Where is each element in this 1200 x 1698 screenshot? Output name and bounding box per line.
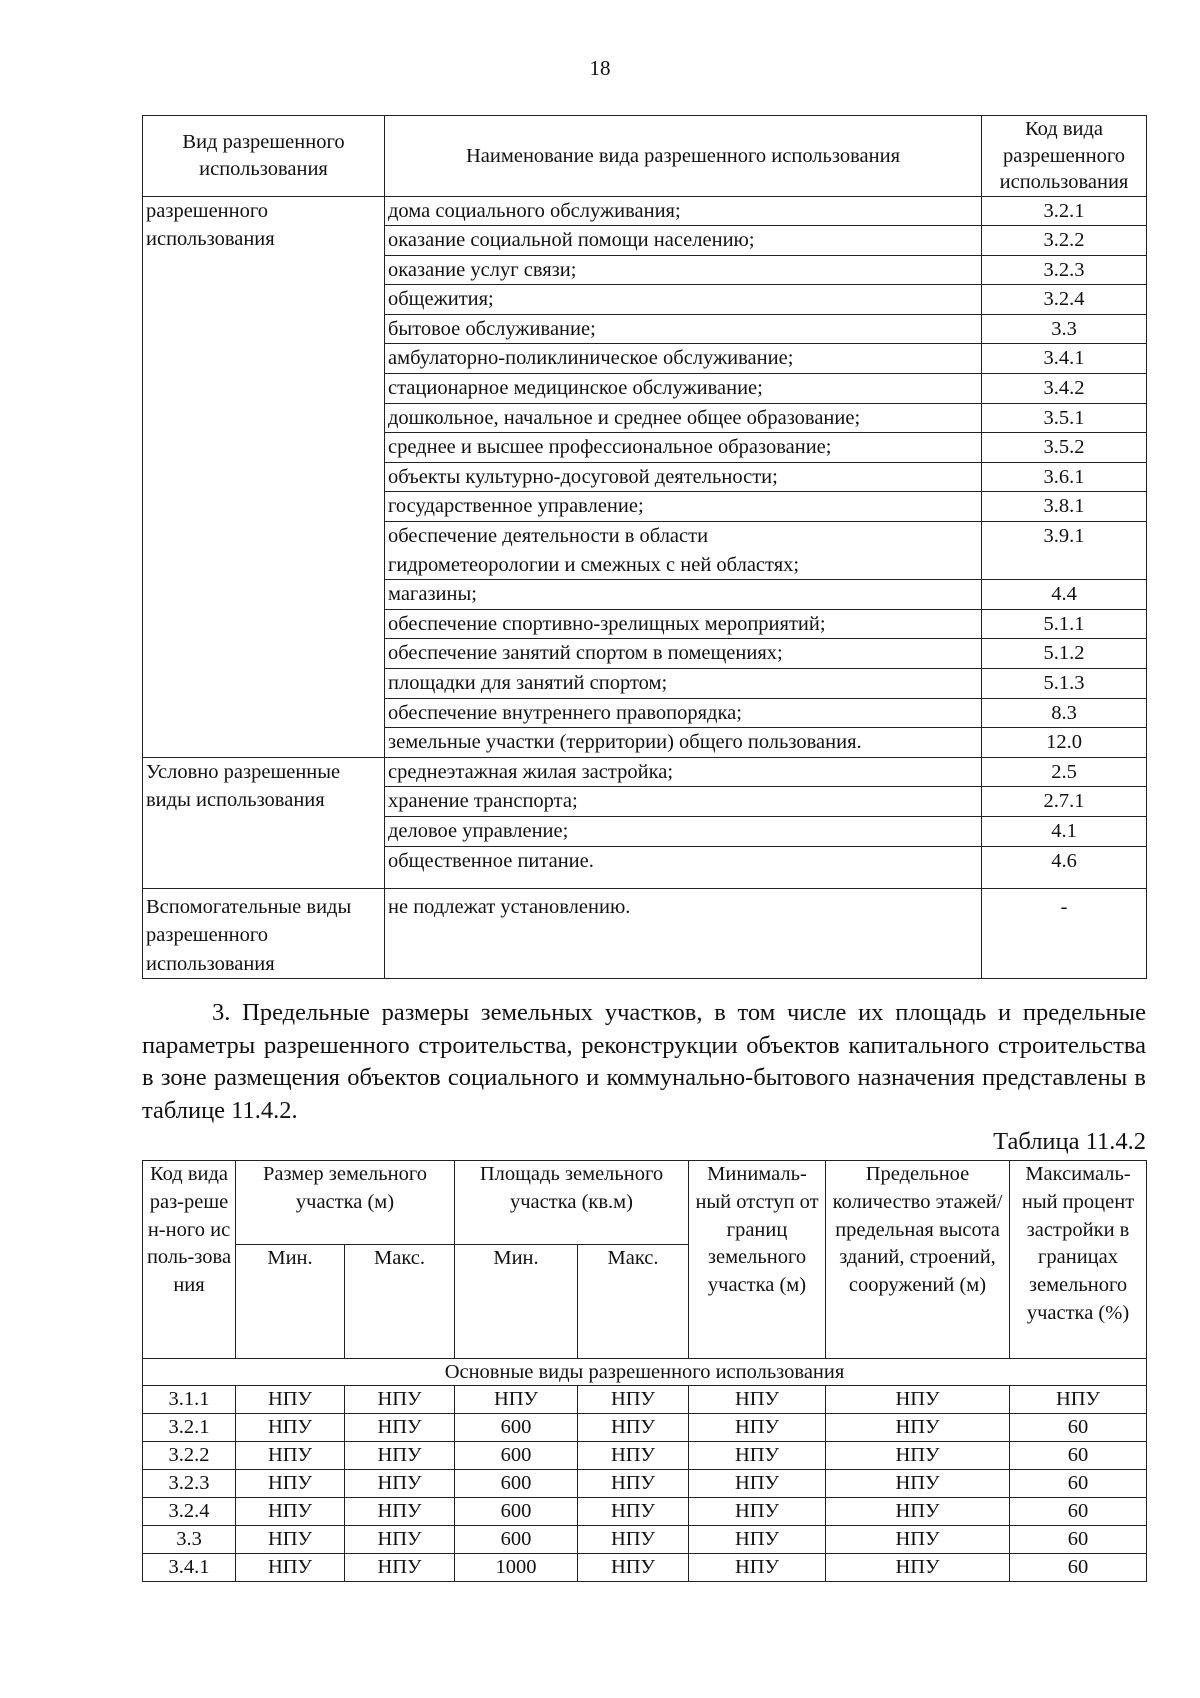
table-cell: НПУ [578, 1526, 689, 1554]
table-cell: НПУ [826, 1554, 1010, 1582]
table-cell: НПУ [826, 1498, 1010, 1526]
use-code: 3.2.1 [982, 196, 1147, 226]
group-label-main: разрешенного использования [143, 196, 385, 757]
table-cell: НПУ [578, 1554, 689, 1582]
use-code: 3.5.1 [982, 403, 1147, 433]
row-code-cell: 3.2.2 [143, 1442, 236, 1470]
use-name [385, 522, 982, 580]
table-cell: НПУ [236, 1470, 345, 1498]
use-name: оказание социальной помощи населению; [385, 226, 982, 256]
use-code: 4.4 [982, 580, 1147, 610]
table-cell: НПУ [345, 1526, 455, 1554]
header-use-code: Код вида разрешенного использования [982, 116, 1147, 197]
header-plot-area: Площадь земельного участка (кв.м) [455, 1161, 689, 1245]
table-cell: НПУ [345, 1414, 455, 1442]
table-row [143, 1554, 1147, 1582]
use-name: объекты культурно-досуговой деятельности; [385, 462, 982, 492]
use-name: амбулаторно-поликлиническое обслуживание; [385, 344, 982, 374]
use-name: дома социального обслуживания; [385, 196, 982, 226]
use-name: обеспечение внутреннего правопорядка; [385, 698, 982, 728]
table-cell: НПУ [578, 1386, 689, 1414]
table-cell: НПУ [345, 1498, 455, 1526]
group-label-conditional: Условно разрешенные виды использования [143, 757, 385, 888]
table-cell: НПУ [236, 1386, 345, 1414]
table-cell: НПУ [826, 1470, 1010, 1498]
use-code: 2.7.1 [982, 787, 1147, 817]
use-code: - [982, 888, 1147, 979]
table-cell: 60 [1010, 1470, 1147, 1498]
body-paragraph-text: 3. Предельные размеры земельных участков, в том числе их площадь и предельные параметры разрешенного строительства, реконструкции объектов капитального строительства в зоне размещения объектов социального и коммунально-бытового назначения представлены в таблице 11.4.2. [142, 999, 1146, 1124]
header-size-max: Макс. [345, 1245, 455, 1359]
header-code: Код вида раз-решен-ного исполь-зования [143, 1161, 236, 1359]
header-floors: Предельное количество этажей/ предельная высота зданий, строений, сооружений (м) [826, 1161, 1010, 1359]
use-code: 3.4.1 [982, 344, 1147, 374]
use-code: 8.3 [982, 698, 1147, 728]
use-name-line: обеспечение деятельности в области [388, 525, 709, 548]
table-cell: 600 [455, 1526, 578, 1554]
use-name: обеспечение спортивно-зрелищных мероприятий; [385, 609, 982, 639]
header-use-type: Вид разрешенного использования [143, 116, 385, 197]
table-cell: 600 [455, 1498, 578, 1526]
table-cell: 600 [455, 1470, 578, 1498]
table-cell: НПУ [345, 1442, 455, 1470]
table-row [143, 1414, 1147, 1442]
table-cell: НПУ [236, 1498, 345, 1526]
page-number: 18 [589, 56, 611, 80]
use-code: 2.5 [982, 757, 1147, 787]
table-cell: НПУ [345, 1470, 455, 1498]
use-name: общежития; [385, 285, 982, 315]
table-row [143, 1442, 1147, 1470]
table-cell: НПУ [689, 1470, 826, 1498]
row-code-cell: 3.2.1 [143, 1414, 236, 1442]
table-cell: НПУ [689, 1498, 826, 1526]
table-cell: НПУ [826, 1442, 1010, 1470]
use-code: 4.1 [982, 816, 1147, 846]
table-cell: НПУ [689, 1526, 826, 1554]
row-code-cell: 3.1.1 [143, 1386, 236, 1414]
use-name: оказание услуг связи; [385, 255, 982, 285]
table-cell: НПУ [826, 1386, 1010, 1414]
use-code: 3.6.1 [982, 462, 1147, 492]
use-name: дошкольное, начальное и среднее общее образование; [385, 403, 982, 433]
table-cell: НПУ [236, 1442, 345, 1470]
table-cell: НПУ [826, 1414, 1010, 1442]
use-code: 5.1.2 [982, 639, 1147, 669]
table-cell: 60 [1010, 1526, 1147, 1554]
use-name: стационарное медицинское обслуживание; [385, 374, 982, 404]
use-name: деловое управление; [385, 816, 982, 846]
table-cell: НПУ [689, 1554, 826, 1582]
row-code-cell: 3.2.3 [143, 1470, 236, 1498]
group-label-auxiliary: Вспомогательные виды разрешенного использования [143, 888, 385, 979]
use-name: магазины; [385, 580, 982, 610]
table-cell: НПУ [345, 1554, 455, 1582]
table-cell: НПУ [578, 1470, 689, 1498]
use-code: 3.2.4 [982, 285, 1147, 315]
use-code: 3.2.3 [982, 255, 1147, 285]
use-code: 5.1.3 [982, 669, 1147, 699]
table-cell: НПУ [236, 1554, 345, 1582]
table-cell: 60 [1010, 1442, 1147, 1470]
use-name: бытовое обслуживание; [385, 314, 982, 344]
use-name: не подлежат установлению. [385, 888, 982, 979]
table-row [143, 1526, 1147, 1554]
table-cell: 60 [1010, 1498, 1147, 1526]
table-cell: НПУ [689, 1414, 826, 1442]
table-cell: 600 [455, 1414, 578, 1442]
use-name: среднее и высшее профессиональное образование; [385, 433, 982, 463]
header-plot-size: Размер земельного участка (м) [236, 1161, 455, 1245]
use-name: хранение транспорта; [385, 787, 982, 817]
permitted-use-table [142, 115, 1147, 979]
section-title: Основные виды разрешенного использования [143, 1359, 1147, 1386]
table-cell: 1000 [455, 1554, 578, 1582]
table-cell: НПУ [826, 1526, 1010, 1554]
table-caption: Таблица 11.4.2 [993, 1128, 1146, 1155]
row-code-cell: 3.3 [143, 1526, 236, 1554]
header-area-min: Мин. [455, 1245, 578, 1359]
parameters-table [142, 1160, 1147, 1582]
row-code-cell: 3.4.1 [143, 1554, 236, 1582]
table-row [143, 1498, 1147, 1526]
table-row [143, 1470, 1147, 1498]
use-code: 3.4.2 [982, 374, 1147, 404]
use-code: 3.2.2 [982, 226, 1147, 256]
use-code: 3.9.1 [982, 522, 1147, 580]
table-cell: НПУ [578, 1498, 689, 1526]
use-name: среднеэтажная жилая застройка; [385, 757, 982, 787]
table-cell: НПУ [689, 1442, 826, 1470]
header-area-max: Макс. [578, 1245, 689, 1359]
table-cell: 600 [455, 1442, 578, 1470]
table-cell: НПУ [345, 1386, 455, 1414]
table-cell: НПУ [236, 1526, 345, 1554]
use-name: государственное управление; [385, 492, 982, 522]
header-use-name: Наименование вида разрешенного использования [385, 116, 982, 197]
use-name-line: гидрометеорологии и смежных с ней областях; [388, 553, 800, 576]
table-cell: НПУ [578, 1442, 689, 1470]
table-cell: НПУ [1010, 1386, 1147, 1414]
use-code: 3.8.1 [982, 492, 1147, 522]
header-size-min: Мин. [236, 1245, 345, 1359]
use-name: площадки для занятий спортом; [385, 669, 982, 699]
use-name: обеспечение занятий спортом в помещениях; [385, 639, 982, 669]
table-cell: НПУ [236, 1414, 345, 1442]
table-row [143, 1386, 1147, 1414]
table-cell: 60 [1010, 1414, 1147, 1442]
table-cell: НПУ [578, 1414, 689, 1442]
body-paragraph [142, 997, 1146, 1127]
use-code: 5.1.1 [982, 609, 1147, 639]
table-cell: НПУ [689, 1386, 826, 1414]
use-name: земельные участки (территории) общего пользования. [385, 728, 982, 758]
use-code: 4.6 [982, 846, 1147, 888]
header-setback: Минималь-ный отступ от границ земельного участка (м) [689, 1161, 826, 1359]
use-name: общественное питание. [385, 846, 982, 888]
header-coverage: Максималь-ный процент застройки в границах земельного участка (%) [1010, 1161, 1147, 1359]
table-cell: 60 [1010, 1554, 1147, 1582]
use-code: 3.5.2 [982, 433, 1147, 463]
row-code-cell: 3.2.4 [143, 1498, 236, 1526]
use-code: 12.0 [982, 728, 1147, 758]
table-cell: НПУ [455, 1386, 578, 1414]
use-code: 3.3 [982, 314, 1147, 344]
